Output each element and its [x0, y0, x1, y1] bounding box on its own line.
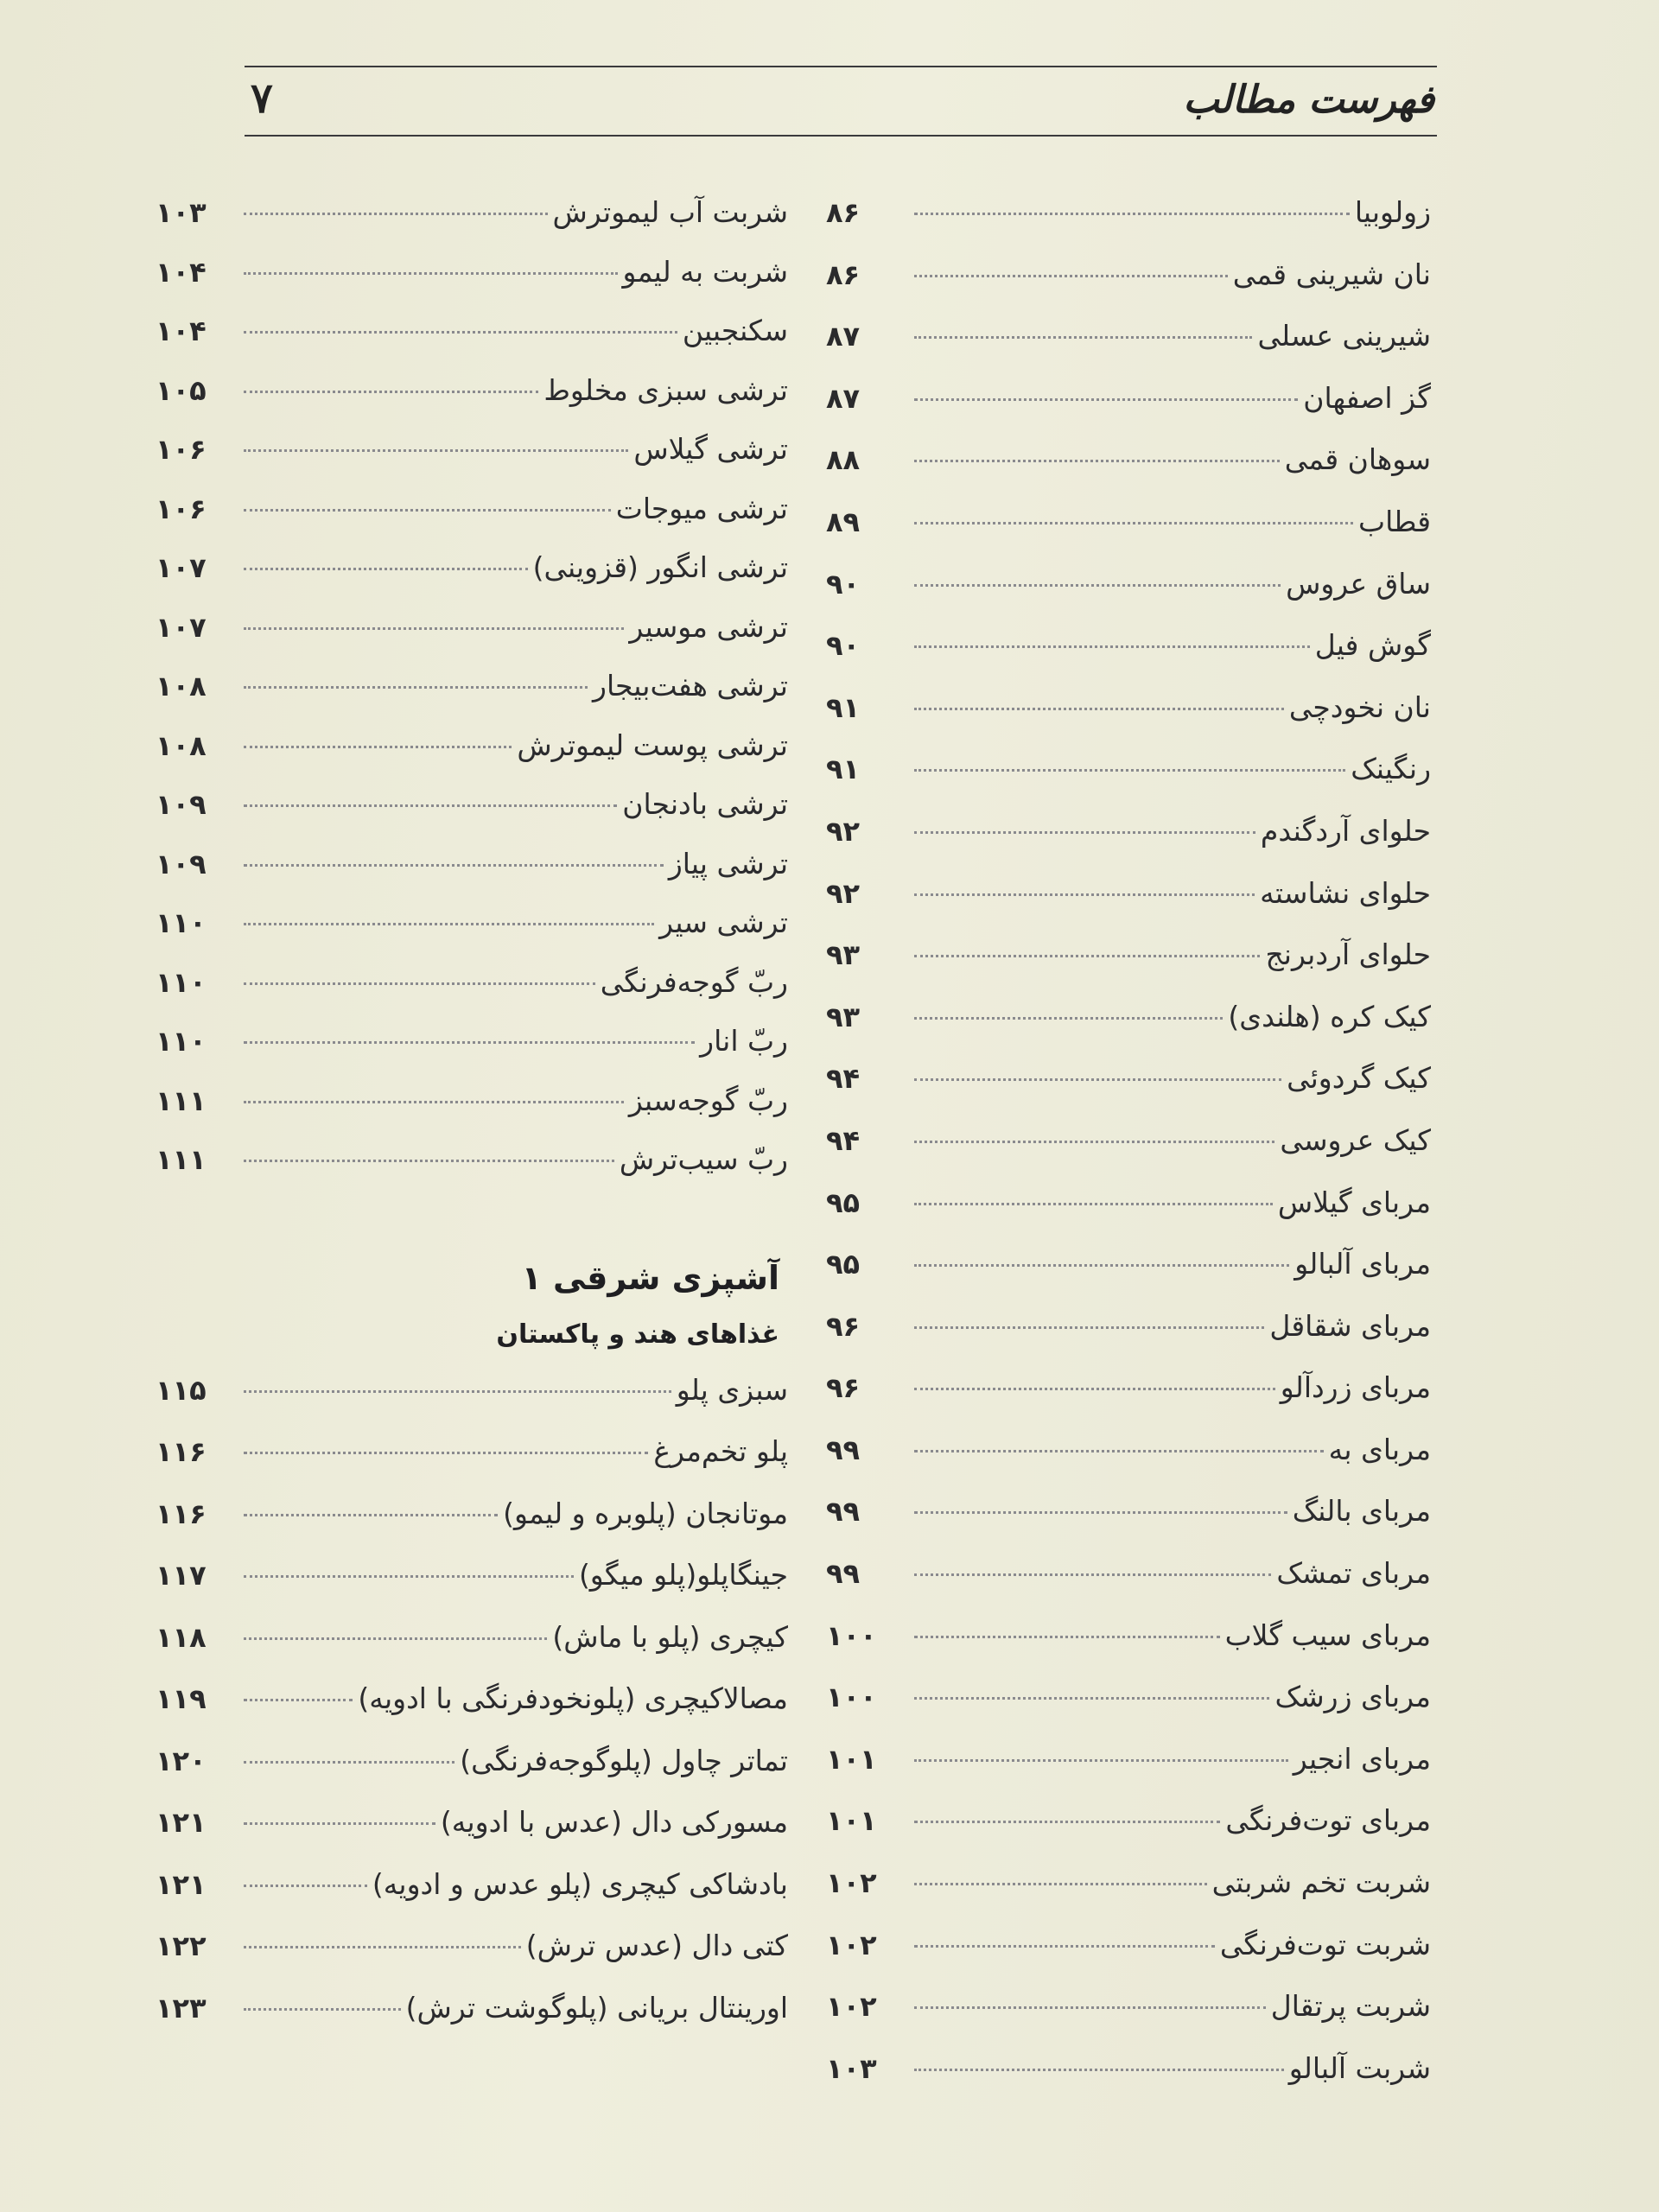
toc-entry-page: ۱۱۰	[156, 906, 207, 939]
dot-leader	[914, 1388, 1275, 1390]
dot-leader	[244, 746, 512, 748]
toc-entry-title: رنگینک	[1351, 752, 1431, 786]
toc-entry	[826, 257, 1431, 320]
dot-leader	[914, 2069, 1284, 2071]
toc-entry-page: ۱۱۵	[156, 1373, 207, 1407]
dot-leader	[244, 1885, 367, 1887]
dot-leader	[914, 213, 1350, 215]
toc-entry	[156, 432, 788, 492]
toc-entry	[826, 319, 1431, 381]
toc-entry	[826, 1989, 1431, 2051]
toc-entry-page: ۹۶	[826, 1371, 861, 1405]
toc-entry-title: ترشی گیلاس	[633, 432, 788, 466]
toc-entry	[826, 567, 1431, 629]
dot-leader	[244, 213, 548, 215]
toc-entry-page: ۱۰۱	[826, 1742, 877, 1776]
dot-leader	[914, 1017, 1223, 1020]
toc-entry	[826, 1680, 1431, 1742]
toc-entry	[826, 1309, 1431, 1371]
toc-entry-title: سبزی پلو	[676, 1372, 788, 1407]
toc-entry-page: ۱۱۸	[156, 1620, 207, 1654]
toc-entry-page: ۱۰۲	[826, 1866, 877, 1900]
toc-entry-page: ۸۶	[826, 257, 861, 291]
dot-leader	[914, 1264, 1289, 1267]
dot-leader	[244, 1699, 353, 1701]
toc-entry-title: مربای به	[1328, 1432, 1431, 1466]
toc-entry-page: ۱۱۰	[156, 1025, 207, 1058]
toc-entry-page: ۱۰۰	[826, 1681, 877, 1714]
toc-entry	[826, 1061, 1431, 1123]
toc-entry-page: ۱۲۲	[156, 1929, 207, 1962]
toc-entry-title: ربّ سیب‌ترش	[619, 1142, 788, 1176]
toc-entry	[156, 906, 788, 965]
toc-entry	[156, 1805, 788, 1867]
dot-leader	[244, 923, 654, 925]
toc-entry	[826, 195, 1431, 257]
dot-leader	[244, 272, 618, 275]
toc-entry	[826, 628, 1431, 690]
toc-entry-title: ترشی انگور (قزوینی)	[532, 550, 788, 584]
toc-entry	[156, 1867, 788, 1929]
dot-leader	[244, 1452, 648, 1454]
dot-leader	[914, 1326, 1264, 1329]
page-title: فهرست مطالب	[1183, 78, 1434, 122]
dot-leader	[244, 1946, 521, 1948]
toc-entry-title: جینگاپلو(پلو میگو)	[578, 1558, 788, 1592]
section-subtitle: غذاهای هند و پاکستان	[496, 1319, 779, 1350]
toc-entry-title: گوش فیل	[1314, 628, 1431, 663]
dot-leader	[244, 627, 624, 630]
toc-entry	[826, 381, 1431, 443]
toc-entry	[826, 1123, 1431, 1185]
toc-entry-title: شربت پرتقال	[1270, 1989, 1431, 2024]
toc-left-items	[156, 195, 788, 1202]
toc-entry-page: ۹۹	[826, 1557, 861, 1591]
toc-entry-page: ۱۰۹	[156, 847, 207, 880]
toc-entry-page: ۱۰۶	[156, 433, 207, 466]
header-top-rule	[245, 66, 1437, 67]
dot-leader	[914, 708, 1284, 710]
toc-entry-page: ۱۰۳	[826, 2051, 877, 2085]
toc-entry-page: ۹۳	[826, 938, 861, 972]
toc-entry-title: ربّ گوجه‌سبز	[628, 1083, 788, 1117]
toc-entry	[156, 314, 788, 373]
toc-entry-title: مربای زرشک	[1274, 1680, 1431, 1714]
toc-entry-title: ترشی سیر	[659, 906, 788, 939]
dot-leader	[914, 398, 1298, 401]
dot-leader	[244, 1514, 498, 1516]
dot-leader	[244, 1822, 435, 1825]
toc-entry-title: مربای انجیر	[1293, 1741, 1431, 1776]
toc-entry-title: کتی دال (عدس ترش)	[525, 1929, 788, 1962]
toc-entry	[156, 1142, 788, 1202]
toc-entry	[156, 1744, 788, 1806]
toc-entry-page: ۱۰۵	[156, 373, 207, 407]
dot-leader	[914, 522, 1353, 524]
toc-entry	[156, 1024, 788, 1084]
toc-entry	[156, 1620, 788, 1682]
toc-entry-title: مربای تمشک	[1276, 1556, 1431, 1591]
dot-leader	[244, 1637, 547, 1640]
dot-leader	[914, 831, 1255, 834]
toc-entry	[156, 1681, 788, 1744]
toc-entry-page: ۱۱۶	[156, 1497, 207, 1530]
dot-leader	[244, 1041, 695, 1044]
toc-entry	[156, 492, 788, 551]
toc-entry	[826, 1556, 1431, 1618]
toc-entry	[826, 1742, 1431, 1804]
toc-right-column	[826, 195, 1431, 2113]
toc-entry-page: ۸۷	[826, 381, 861, 415]
section-title: آشپزی شرقی ۱	[521, 1258, 779, 1297]
toc-entry-title: اورینتال بریانی (پلوگوشت ترش)	[405, 1990, 788, 2024]
toc-entry-title: نان شیرینی قمی	[1232, 257, 1431, 291]
toc-entry-page: ۹۴	[826, 1062, 861, 1096]
toc-entry-page: ۱۰۷	[156, 610, 207, 644]
toc-entry-title: شربت به لیمو	[622, 254, 788, 289]
toc-entry-page: ۱۰۴	[156, 315, 207, 347]
dot-leader	[914, 1573, 1271, 1576]
toc-entry-title: کیک گردوئی	[1287, 1061, 1431, 1096]
toc-entry-page: ۱۱۰	[156, 965, 207, 999]
toc-entry	[826, 505, 1431, 567]
toc-entry-title: مربای زردآلو	[1280, 1370, 1431, 1405]
dot-leader	[914, 893, 1255, 896]
toc-entry	[156, 728, 788, 788]
toc-entry	[826, 2051, 1431, 2113]
toc-entry-title: مربای بالنگ	[1292, 1494, 1431, 1529]
toc-entry-title: ترشی سبزی مخلوط	[543, 372, 788, 407]
toc-entry-title: ترشی پیاز	[668, 846, 788, 880]
toc-entry-title: زولوبیا	[1354, 195, 1431, 229]
toc-entry	[826, 1370, 1431, 1433]
toc-entry-page: ۱۰۹	[156, 788, 207, 821]
toc-entry-page: ۱۱۷	[156, 1559, 207, 1592]
toc-entry-title: نان نخودچی	[1288, 690, 1431, 724]
toc-entry	[826, 1618, 1431, 1681]
dot-leader	[914, 1883, 1207, 1885]
section-items	[156, 1373, 788, 2053]
dot-leader	[914, 1636, 1220, 1638]
dot-leader	[244, 2008, 401, 2011]
toc-entry	[156, 195, 788, 255]
dot-leader	[244, 804, 617, 807]
toc-entry-page: ۱۰۴	[156, 255, 207, 289]
toc-entry-page: ۱۱۱	[156, 1084, 207, 1117]
toc-entry	[826, 1000, 1431, 1062]
toc-entry-title: ربّ انار	[700, 1024, 788, 1058]
dot-leader	[914, 1511, 1287, 1514]
toc-entry-page: ۱۱۶	[156, 1435, 207, 1468]
toc-entry-title: قطاب	[1358, 504, 1431, 538]
toc-entry	[156, 610, 788, 670]
toc-entry-page: ۱۰۳	[156, 196, 207, 229]
toc-entry	[156, 1558, 788, 1620]
toc-entry-page: ۸۹	[826, 505, 861, 538]
toc-entry-page: ۱۱۱	[156, 1143, 207, 1176]
dot-leader	[914, 2006, 1266, 2009]
dot-leader	[914, 1078, 1281, 1081]
toc-entry-title: کیچری (پلو با ماش)	[552, 1619, 788, 1654]
toc-entry-page: ۱۲۰	[156, 1744, 207, 1777]
dot-leader	[244, 1575, 574, 1578]
toc-entry-page: ۱۲۳	[156, 1991, 207, 2024]
dot-leader	[244, 509, 611, 512]
toc-entry-title: کیک کره (هلندی)	[1228, 999, 1431, 1033]
toc-entry	[156, 669, 788, 728]
dot-leader	[244, 449, 628, 452]
toc-entry-title: موتانجان (پلوبره و لیمو)	[503, 1496, 788, 1530]
toc-entry-title: سکنجبین	[682, 314, 788, 347]
dot-leader	[914, 769, 1345, 772]
toc-entry	[156, 255, 788, 315]
toc-entry-page: ۹۶	[826, 1309, 861, 1343]
toc-entry	[826, 1494, 1431, 1556]
dot-leader	[244, 864, 664, 867]
toc-entry	[826, 1866, 1431, 1928]
toc-entry-title: شربت آلبالو	[1288, 2050, 1431, 2085]
dot-leader	[914, 1759, 1288, 1762]
toc-entry-page: ۹۹	[826, 1433, 861, 1466]
toc-entry-page: ۱۰۷	[156, 551, 207, 584]
toc-entry-page: ۹۱	[826, 753, 861, 786]
toc-entry-page: ۹۲	[826, 876, 861, 910]
dot-leader	[914, 460, 1280, 462]
toc-entry-title: ربّ گوجه‌فرنگی	[600, 964, 788, 999]
dot-leader	[244, 391, 538, 393]
toc-entry-title: مربای سیب گلاب	[1224, 1618, 1431, 1652]
toc-entry-title: شیرینی عسلی	[1257, 319, 1431, 353]
toc-entry-title: شربت تخم شربتی	[1211, 1866, 1431, 1900]
toc-entry	[826, 1185, 1431, 1248]
toc-entry-page: ۱۰۸	[156, 670, 207, 702]
toc-entry-title: ترشی بادنجان	[622, 787, 788, 821]
dot-leader	[914, 1141, 1274, 1143]
toc-entry-page: ۱۲۱	[156, 1806, 207, 1839]
toc-entry-page: ۹۳	[826, 1000, 861, 1033]
toc-entry	[156, 787, 788, 847]
dot-leader	[244, 686, 588, 689]
toc-entry-title: کیک عروسی	[1280, 1122, 1431, 1157]
toc-entry-page: ۱۱۹	[156, 1682, 207, 1715]
toc-entry-page: ۹۱	[826, 690, 861, 724]
dot-leader	[914, 955, 1260, 957]
dot-leader	[914, 1697, 1269, 1700]
toc-entry-page: ۱۰۶	[156, 492, 207, 525]
toc-entry	[826, 442, 1431, 505]
toc-entry	[826, 690, 1431, 753]
dot-leader	[914, 336, 1252, 339]
toc-entry-page: ۱۰۱	[826, 1804, 877, 1838]
toc-entry-title: شربت آب لیموترش	[552, 195, 788, 229]
toc-entry-title: ترشی موسیر	[629, 609, 788, 644]
toc-entry-title: مصالاکیچری (پلونخودفرنگی با ادویه)	[358, 1681, 788, 1715]
dot-leader	[244, 568, 528, 570]
dot-leader	[244, 331, 677, 334]
dot-leader	[914, 645, 1310, 648]
toc-entry-title: ساق عروس	[1286, 566, 1431, 601]
dot-leader	[914, 584, 1281, 587]
toc-entry	[156, 965, 788, 1025]
dot-leader	[244, 982, 595, 985]
dot-leader	[914, 1945, 1215, 1948]
toc-entry-page: ۹۰	[826, 567, 861, 601]
toc-entry	[156, 1991, 788, 2053]
toc-entry-page: ۱۲۱	[156, 1867, 207, 1901]
toc-entry-title: پلو تخم‌مرغ	[653, 1434, 788, 1468]
toc-entry-page: ۱۰۲	[826, 1990, 877, 2024]
dot-leader	[914, 1203, 1273, 1205]
toc-entry	[156, 1929, 788, 1991]
dot-leader	[244, 1101, 624, 1103]
toc-entry-page: ۹۰	[826, 629, 861, 663]
toc-entry	[826, 1433, 1431, 1495]
toc-entry-title: حلوای آردگندم	[1260, 813, 1431, 848]
toc-entry-title: مربای آلبالو	[1294, 1247, 1431, 1281]
toc-entry-title: مربای توت‌فرنگی	[1225, 1803, 1431, 1838]
toc-entry-page: ۹۵	[826, 1248, 861, 1281]
toc-entry-page: ۱۰۲	[826, 1928, 877, 1961]
dot-leader	[914, 1821, 1220, 1823]
toc-entry-title: تماتر چاول (پلوگوجه‌فرنگی)	[460, 1743, 788, 1777]
toc-left-column	[156, 195, 788, 2052]
toc-entry	[156, 373, 788, 433]
dot-leader	[914, 275, 1228, 277]
toc-entry-title: گز اصفهان	[1303, 380, 1431, 415]
toc-entry	[826, 1928, 1431, 1990]
toc-entry	[156, 847, 788, 906]
toc-entry-title: مربای شقاقل	[1269, 1308, 1431, 1343]
toc-entry-title: ترشی میوجات	[615, 491, 788, 525]
toc-entry	[826, 1247, 1431, 1309]
toc-entry-title: مربای گیلاس	[1277, 1185, 1431, 1219]
toc-entry-page: ۹۵	[826, 1185, 861, 1219]
toc-entry	[826, 752, 1431, 814]
toc-entry-title: مسورکی دال (عدس با ادویه)	[440, 1805, 788, 1839]
toc-entry-title: حلوای آردبرنج	[1265, 938, 1431, 972]
toc-entry-page: ۸۶	[826, 196, 861, 229]
toc-entry	[156, 1434, 788, 1497]
toc-entry	[156, 1373, 788, 1435]
toc-entry-page: ۱۰۰	[826, 1618, 877, 1652]
toc-entry-page: ۹۲	[826, 814, 861, 848]
toc-entry	[826, 814, 1431, 876]
toc-entry-page: ۸۷	[826, 320, 861, 353]
toc-entry-title: حلوای نشاسته	[1260, 875, 1431, 910]
toc-entry-title: بادشاکی کیچری (پلو عدس و ادویه)	[372, 1866, 788, 1901]
toc-entry-page: ۹۴	[826, 1123, 861, 1157]
dot-leader	[244, 1761, 454, 1764]
toc-entry	[156, 550, 788, 610]
dot-leader	[244, 1390, 671, 1393]
header-bottom-rule	[245, 135, 1437, 137]
toc-entry-page: ۱۰۸	[156, 728, 207, 762]
toc-entry	[826, 876, 1431, 938]
toc-entry-title: ترشی پوست لیموترش	[517, 728, 788, 762]
toc-entry-title: شربت توت‌فرنگی	[1219, 1927, 1431, 1961]
toc-entry	[156, 1497, 788, 1559]
toc-entry-page: ۹۹	[826, 1495, 861, 1529]
page-number: ۷	[251, 74, 273, 123]
toc-entry	[156, 1084, 788, 1143]
toc-entry	[826, 1803, 1431, 1866]
toc-entry-title: سوهان قمی	[1284, 442, 1431, 477]
toc-entry	[826, 938, 1431, 1000]
toc-entry-title: ترشی هفت‌بیجار	[593, 669, 788, 702]
dot-leader	[244, 1160, 614, 1162]
dot-leader	[914, 1450, 1324, 1452]
toc-entry-page: ۸۸	[826, 443, 861, 477]
